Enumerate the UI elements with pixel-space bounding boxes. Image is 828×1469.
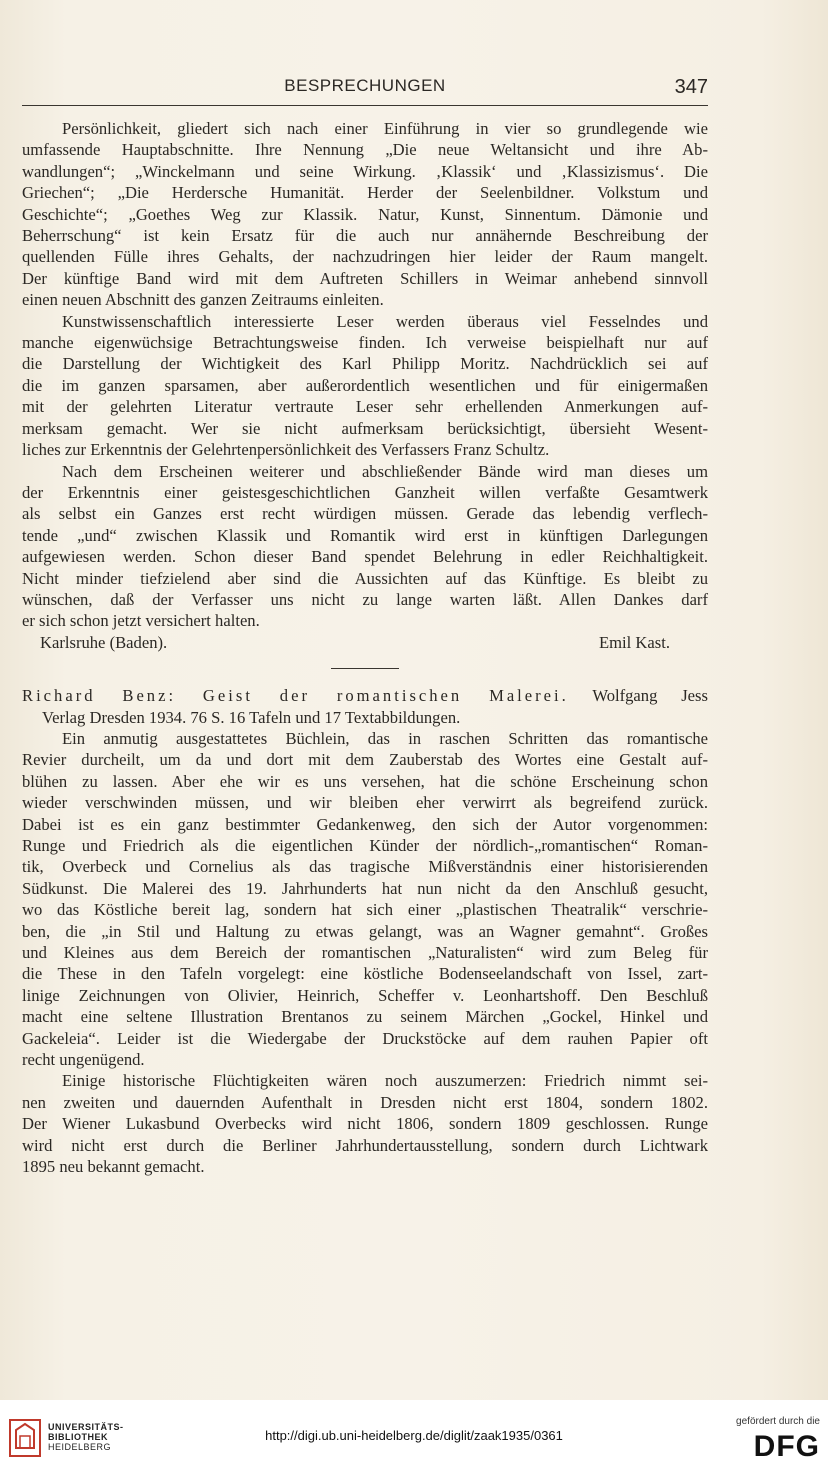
text-line: Kunstwissenschaftlich interessierte Leser werden überaus viel Fesselndes und bbox=[62, 311, 708, 331]
review-schultz bbox=[22, 118, 708, 632]
text-line: Ein anmutig ausgestattetes Büchlein, das in raschen Schritten das romantische bbox=[62, 728, 708, 748]
text-line: er sich schon jetzt versichert halten. bbox=[22, 611, 260, 631]
permalink-url[interactable]: http://digi.ub.uni-heidelberg.de/diglit/zaak1935/0361 bbox=[265, 1428, 563, 1443]
text-line: der Erkenntnis einer geistesgeschichtlichen Ganzheit willen verfaßte Gesamtwerk bbox=[22, 482, 708, 502]
text-line: die Darstellung der Wichtigkeit des Karl Philipp Moritz. Nachdrücklich sei auf bbox=[22, 354, 708, 374]
text-line: wandlungen“; „Winckelmann und seine Wirkung. ‚Klassik‘ und ‚Klassizismus‘. Die bbox=[22, 161, 708, 181]
text-line: Revier durcheilt, um da und dort mit dem Zauberstab des Wortes eine Gestalt auf- bbox=[22, 750, 708, 770]
text-line: recht ungenügend. bbox=[22, 1050, 145, 1070]
paragraph bbox=[22, 311, 708, 461]
running-title: BESPRECHUNGEN bbox=[284, 76, 446, 95]
paragraph bbox=[22, 461, 708, 632]
text-line: nen zweiten und dauernden Aufenthalt in Dresden nicht erst 1804, sondern 1802. bbox=[22, 1092, 708, 1112]
text-line: tik, Overbeck und Cornelius als das tragische Mißverständnis einer historisierenden bbox=[22, 857, 708, 877]
citation-details: Verlag Dresden 1934. 76 S. 16 Tafeln und 17 Textabbildungen. bbox=[42, 707, 461, 727]
digitization-footer bbox=[0, 1400, 828, 1469]
library-name-line2: BIBLIOTHEK bbox=[48, 1432, 108, 1442]
signature-line bbox=[22, 632, 708, 653]
text-line: wird nicht erst durch die Berliner Jahrhundertausstellung, sondern durch Lichtwark bbox=[22, 1135, 708, 1155]
page-number: 347 bbox=[674, 76, 708, 98]
text-line: Runge und Friedrich als die eigentlichen Künder der nördlich-„romantischen“ Roman- bbox=[22, 836, 708, 855]
text-line: 1895 neu bekannt gemacht. bbox=[22, 1157, 205, 1177]
text-line: wieder verschwinden müssen, und wir bleiben eher verwirrt als begreifend zurück. bbox=[22, 793, 708, 813]
text-line: merksam gemacht. Wer sie nicht aufmerksam berücksichtigt, übersieht Wesent- bbox=[22, 418, 708, 438]
text-line: wo das Köstliche bereit lag, sondern hat sich einer „plastischen Theatralik“ verschrie- bbox=[22, 900, 708, 920]
signature-reviewer: Emil Kast. bbox=[599, 632, 670, 652]
page-body bbox=[22, 118, 708, 1178]
text-line: die im ganzen sparsamen, aber außerordentlich wesentlichen und für einigermaßen bbox=[22, 375, 708, 395]
text-line: und Kleines aus dem Bereich der romantischen „Naturalisten“ wird zum Beleg für bbox=[22, 943, 708, 963]
signature-place: Karlsruhe (Baden). bbox=[40, 632, 168, 652]
text-line: umfassende Hauptabschnitte. Ihre Nennung „Die neue Weltansicht und ihre Ab- bbox=[22, 140, 708, 160]
text-line: als selbst ein Ganzes erst recht würdigen müssen. Gerade das lebendig verflech- bbox=[22, 504, 708, 524]
text-line: quellenden Fülle ihres Gehalts, der nachzudringen hier leider der Raum mangelt. bbox=[22, 247, 708, 267]
review-benz bbox=[22, 728, 708, 1178]
library-name-line3: HEIDELBERG bbox=[48, 1442, 112, 1452]
page-header bbox=[22, 72, 708, 106]
text-line: ben, die „in Stil und Haltung zu etwas gelangt, was an Wagner gemahnt“. Großes bbox=[22, 921, 708, 941]
text-line: Beherrschung“ ist kein Ersatz für die auch nur annähernde Beschreibung der bbox=[22, 226, 708, 246]
text-line: Nicht minder tiefzielend aber sind die Aussichten auf das Künftige. Es bleibt zu bbox=[22, 568, 708, 588]
text-line: manche eigenwüchsige Betrachtungsweise finden. Ich verweise beispielhaft nur auf bbox=[22, 333, 708, 353]
text-line: die These in den Tafeln vorgelegt: eine köstliche Bodenseelandschaft von Issel, zart- bbox=[22, 964, 708, 984]
text-line: einen neuen Abschnitt des ganzen Zeitraums einleiten. bbox=[22, 290, 384, 310]
section-divider bbox=[331, 668, 399, 669]
text-line: wünschen, daß der Verfasser uns nicht zu lange warten läßt. Allen Dankes darf bbox=[22, 589, 708, 609]
library-name-line1: UNIVERSITÄTS- bbox=[48, 1422, 124, 1432]
text-line: Dabei ist es ein ganz bestimmter Gedankenweg, den sich der Autor vorgenommen: bbox=[22, 814, 708, 834]
text-line: Persönlichkeit, gliedert sich nach einer Einführung in vier so grundlegende wie bbox=[62, 119, 708, 138]
citation-publisher: Wolfgang Jess bbox=[592, 686, 708, 706]
text-line: mit der gelehrten Literatur vertraute Leser sehr erhellenden Anmerkungen auf- bbox=[22, 397, 708, 417]
text-line: Griechen“; „Die Herdersche Humanität. Herder der Seelenbildner. Volkstum und bbox=[22, 183, 708, 203]
text-line: blühen zu lassen. Aber ehe wir es uns versehen, hat die schöne Erscheinung schon bbox=[22, 771, 708, 791]
text-line: tende „und“ zwischen Klassik und Romantik wird erst in künftigen Darlegungen bbox=[22, 525, 708, 545]
paragraph bbox=[22, 728, 708, 1071]
header-rule bbox=[22, 105, 708, 106]
text-line: Geschichte“; „Goethes Weg zur Klassik. Natur, Kunst, Sinnentum. Dämonie und bbox=[22, 204, 708, 224]
text-line: macht eine seltene Illustration Brentanos zu seinem Märchen „Gockel, Hinkel und bbox=[22, 1007, 708, 1027]
dfg-logo: DFG bbox=[753, 1430, 820, 1463]
paragraph bbox=[22, 1070, 708, 1177]
text-line: Nach dem Erscheinen weiterer und abschließender Bände wird man dieses um bbox=[62, 461, 708, 481]
text-line: aufgewiesen werden. Schon dieser Band spendet Belehrung in edler Reichhaltigkeit. bbox=[22, 547, 708, 567]
text-line: Gackeleia“. Leider ist die Wiedergabe der Druckstöcke auf dem rauhen Papier oft bbox=[22, 1028, 708, 1048]
text-line: Einige historische Flüchtigkeiten wären noch auszumerzen: Friedrich nimmt sei- bbox=[62, 1071, 708, 1091]
review-citation bbox=[22, 685, 708, 728]
citation-author-title: Richard Benz: Geist der romantischen Malerei. bbox=[22, 686, 569, 706]
funding-note: gefördert durch die bbox=[736, 1416, 820, 1427]
text-line: Der künftige Band wird mit dem Auftreten Schillers in Weimar anhebend sinnvoll bbox=[22, 268, 708, 288]
text-line: liches zur Erkenntnis der Gelehrtenpersönlichkeit des Verfassers Franz Schultz. bbox=[22, 440, 550, 460]
paragraph bbox=[22, 118, 708, 311]
text-line: linige Zeichnungen von Olivier, Heinrich, Scheffer v. Leonhartshoff. Den Beschluß bbox=[22, 985, 708, 1005]
text-line: Der Wiener Lukasbund Overbecks wird nicht 1806, sondern 1809 geschlossen. Runge bbox=[22, 1114, 708, 1134]
text-line: Südkunst. Die Malerei des 19. Jahrhunderts hat nun nicht da den Anschluß gesucht, bbox=[22, 878, 708, 898]
